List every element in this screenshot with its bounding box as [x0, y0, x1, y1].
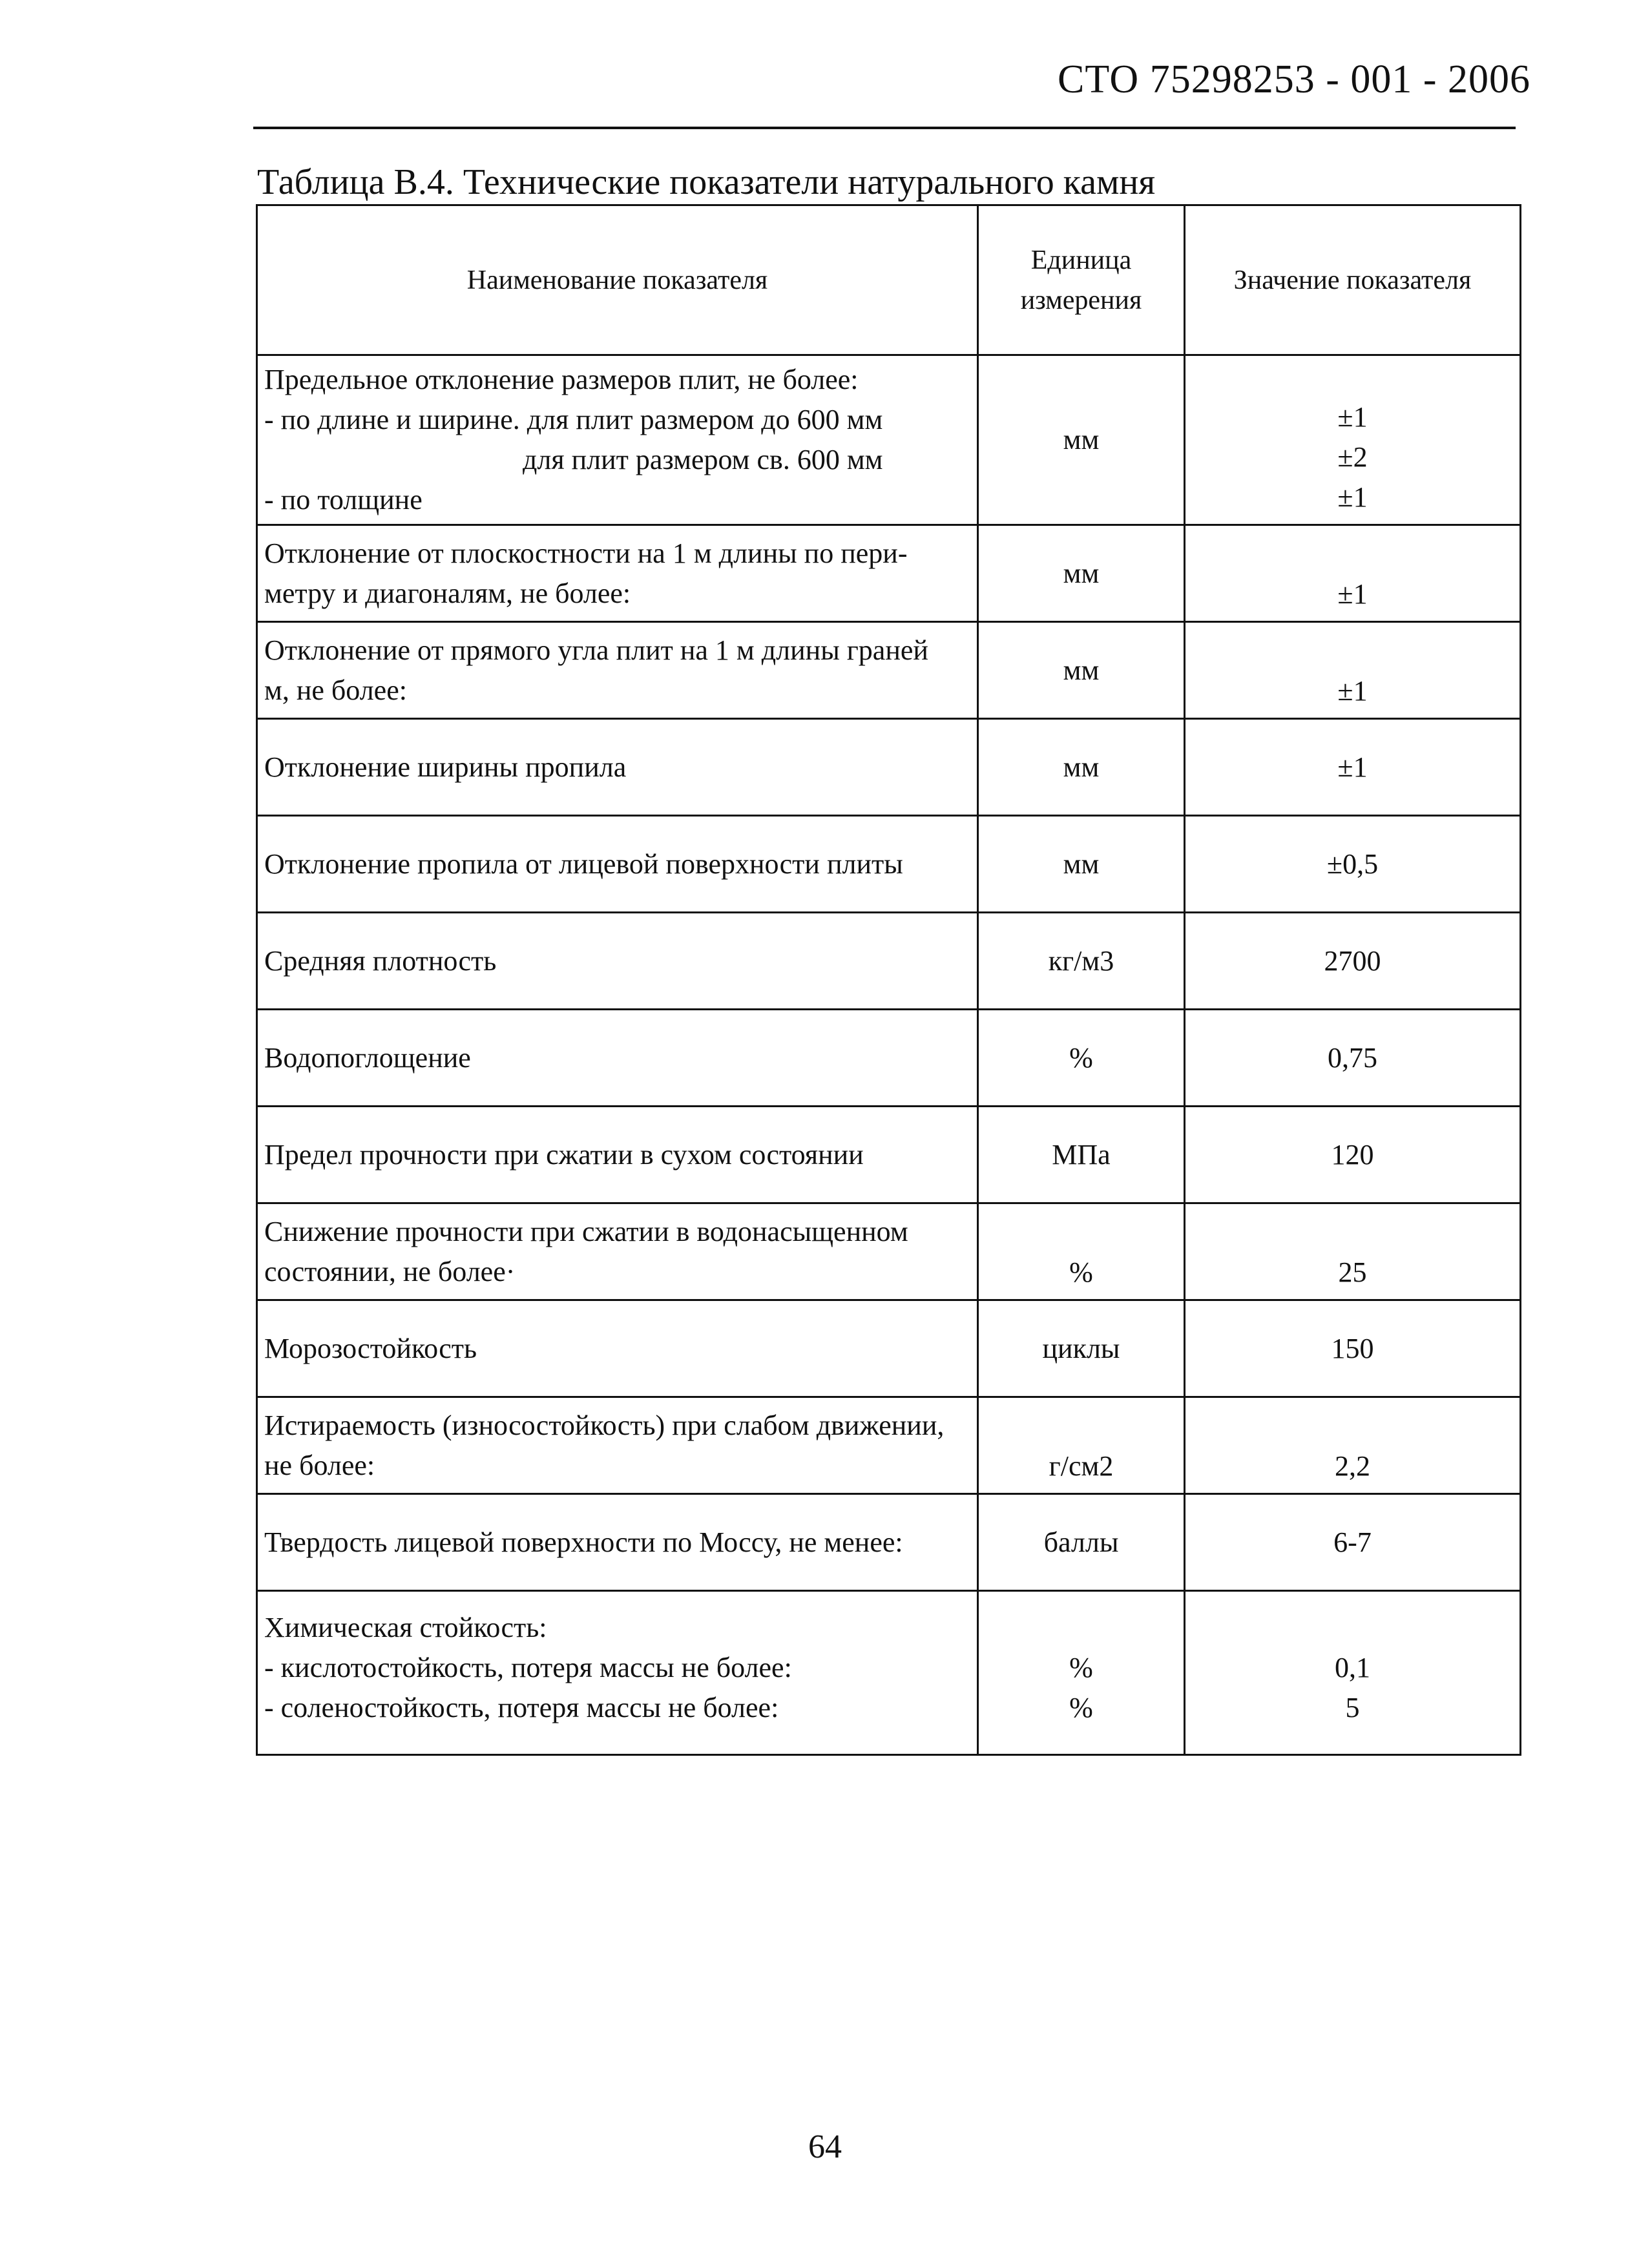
row-name-line: не более:: [264, 1449, 375, 1481]
row-name: Отклонение пропила от лицевой поверхности плиты: [257, 816, 978, 913]
row-name-line: метру и диагоналям, не более:: [264, 577, 631, 609]
row-value: ±0,5: [1185, 816, 1521, 913]
row-value: 25: [1185, 1203, 1521, 1300]
table-row: [257, 1300, 1521, 1397]
row-unit: мм: [978, 719, 1185, 816]
row-unit-line: %: [1069, 1652, 1093, 1683]
table-row: [257, 816, 1521, 913]
column-header-unit-text: Единица измерения: [1020, 245, 1142, 315]
table-row: [257, 355, 1521, 525]
table-row: [257, 1203, 1521, 1300]
row-value: 150: [1185, 1300, 1521, 1397]
row-value: 2,2: [1185, 1397, 1521, 1494]
row-name-line: - кислотостойкость, потеря массы не более:: [264, 1652, 792, 1683]
row-name-line: состоянии, не более·: [264, 1255, 516, 1287]
row-unit: баллы: [978, 1494, 1185, 1591]
column-header-name: Наименование показателя: [257, 205, 978, 355]
row-name-line: Химическая стойкость:: [264, 1612, 547, 1643]
page-number: 64: [808, 2128, 842, 2165]
header-divider: [253, 127, 1516, 129]
row-value: 6-7: [1185, 1494, 1521, 1591]
row-value: ±1: [1185, 719, 1521, 816]
row-unit: мм: [978, 622, 1185, 719]
row-name: Водопоглощение: [257, 1010, 978, 1107]
column-header-unit: [978, 205, 1185, 355]
row-unit: мм: [978, 816, 1185, 913]
table-row: [257, 525, 1521, 622]
row-name-line: Отклонение от плоскостности на 1 м длины по пери-: [264, 537, 908, 569]
row-name-line: - соленостойкость, потеря массы не более:: [264, 1692, 779, 1723]
row-name-line: Истираемость (износостойкость) при слабом движении,: [264, 1409, 945, 1441]
row-name-line: Отклонение от прямого угла плит на 1 м длины граней: [264, 634, 928, 666]
table-row: [257, 1494, 1521, 1591]
table-row: [257, 719, 1521, 816]
row-unit: мм: [978, 525, 1185, 622]
table-row: [257, 622, 1521, 719]
row-value-line: ±2: [1337, 441, 1368, 473]
row-name-line: Предельное отклонение размеров плит, не более:: [264, 364, 859, 395]
row-unit: г/см2: [978, 1397, 1185, 1494]
row-name-line: - по длине и ширине. для плит размером до 600 мм: [264, 404, 883, 435]
row-value-line: ±1: [1337, 481, 1368, 513]
row-name-line: для плит размером св. 600 мм: [523, 444, 883, 475]
row-unit: МПа: [978, 1107, 1185, 1203]
row-name: Твердость лицевой поверхности по Моссу, не менее:: [257, 1494, 978, 1591]
table-row: [257, 1010, 1521, 1107]
row-value: ±1: [1185, 622, 1521, 719]
row-unit: %: [978, 1203, 1185, 1300]
row-name-line: Снижение прочности при сжатии в водонасыщенном: [264, 1215, 908, 1247]
document-code: СТО 75298253 - 001 - 2006: [1058, 57, 1530, 101]
table-caption: Таблица В.4. Технические показатели натурального камня: [257, 162, 1156, 202]
column-header-value: Значение показателя: [1185, 205, 1521, 355]
table-row: [257, 1107, 1521, 1203]
row-unit: [978, 1591, 1185, 1755]
technical-indicators-table: [256, 204, 1521, 1756]
row-value-line: ±1: [1337, 401, 1368, 433]
row-unit-line: %: [1069, 1692, 1093, 1723]
row-unit: циклы: [978, 1300, 1185, 1397]
row-value-line: 0,1: [1335, 1652, 1370, 1683]
row-name: [257, 1591, 978, 1755]
row-value: 2700: [1185, 913, 1521, 1010]
row-unit: %: [978, 1010, 1185, 1107]
row-name: [257, 355, 978, 525]
table-row: [257, 1397, 1521, 1494]
row-unit: кг/м3: [978, 913, 1185, 1010]
table-row: [257, 1591, 1521, 1755]
row-name: Отклонение ширины пропила: [257, 719, 978, 816]
row-name-line: м, не более:: [264, 674, 407, 706]
row-name: [257, 622, 978, 719]
row-value-line: 5: [1345, 1692, 1360, 1723]
row-name: Морозостойкость: [257, 1300, 978, 1397]
row-name: [257, 1397, 978, 1494]
row-unit: мм: [978, 355, 1185, 525]
row-name-line: - по толщине: [264, 484, 423, 515]
row-value: ±1: [1185, 525, 1521, 622]
row-value: 120: [1185, 1107, 1521, 1203]
row-name: Средняя плотность: [257, 913, 978, 1010]
table-row: [257, 913, 1521, 1010]
row-value: 0,75: [1185, 1010, 1521, 1107]
row-name: Предел прочности при сжатии в сухом состоянии: [257, 1107, 978, 1203]
row-name: [257, 1203, 978, 1300]
row-value: [1185, 1591, 1521, 1755]
table-header-row: [257, 205, 1521, 355]
row-value: [1185, 355, 1521, 525]
row-name: [257, 525, 978, 622]
